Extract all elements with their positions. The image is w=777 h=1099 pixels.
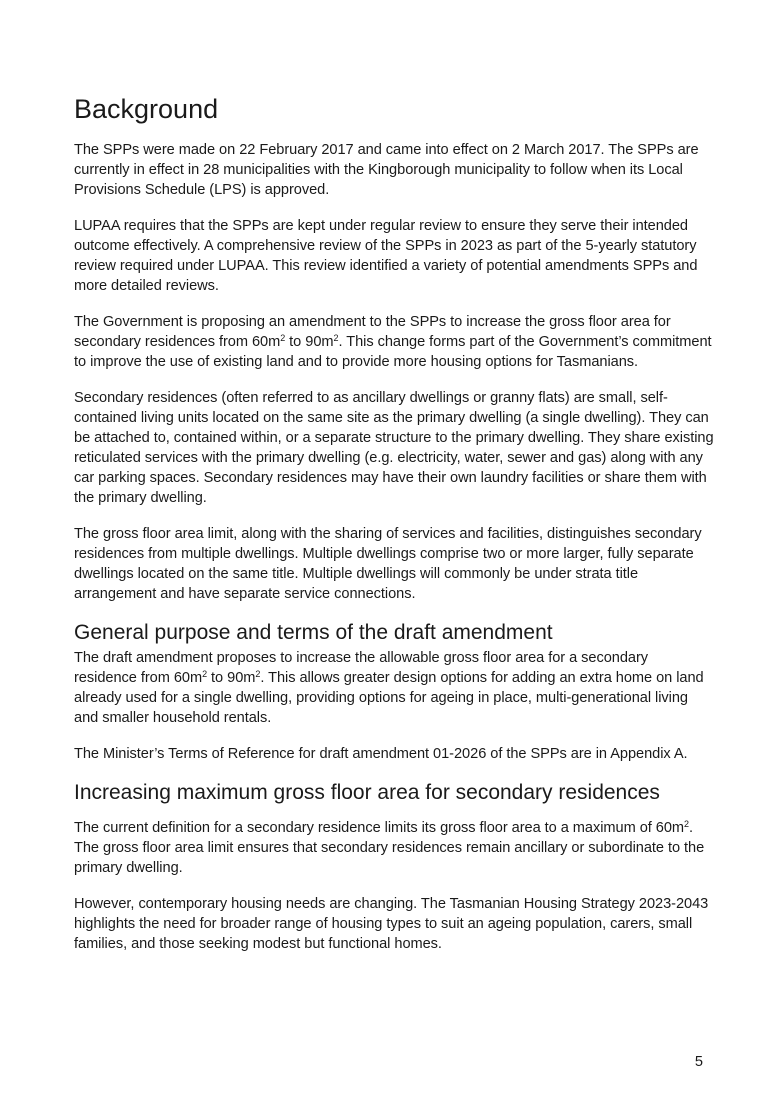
paragraph-gross-floor-area-limit: The gross floor area limit, along with the sharing of services and facilities, distinguishes secondary residences from multiple dwellings. Multiple dwellings comprise two or more larger, fully separate dwellings located on the same title. Multiple dwellings will commonly be under strata title arrangement and have separate service connections. bbox=[74, 526, 702, 602]
heading-increasing-gfa: Increasing maximum gross floor area for secondary residences bbox=[74, 781, 660, 804]
heading-background: Background bbox=[74, 94, 219, 124]
paragraph-terms-of-reference: The Minister’s Terms of Reference for draft amendment 01-2026 of the SPPs are in Appendix A. bbox=[74, 746, 688, 762]
document-page bbox=[74, 92, 714, 970]
paragraph-current-definition bbox=[74, 818, 714, 878]
text-segment: . This change forms part of the Government’s commitment to improve the use of existing land and to provide more housing options for Tasmanians. bbox=[74, 334, 712, 370]
page-number: 5 bbox=[694, 1054, 703, 1070]
superscript: 2 bbox=[255, 669, 261, 679]
heading-general-purpose: General purpose and terms of the draft amendment bbox=[74, 621, 553, 644]
superscript: 2 bbox=[202, 669, 208, 679]
paragraph-draft-amendment bbox=[74, 648, 714, 728]
text-segment: to 90m bbox=[285, 334, 334, 350]
paragraph-spps-made: The SPPs were made on 22 February 2017 and came into effect on 2 March 2017. The SPPs are currently in effect in 28 municipalities with the Kingborough municipality to follow when its Local Provisions Schedule (LPS) is approved. bbox=[74, 142, 699, 198]
paragraph-government-proposal bbox=[74, 312, 714, 372]
superscript: 2 bbox=[684, 819, 689, 829]
text-segment: The Government is proposing an amendment to the SPPs to increase the gross floor area for secondary residences from 60m bbox=[74, 314, 671, 350]
text-segment: . The gross floor area limit ensures that secondary residences remain ancillary or subordinate to the primary dwelling. bbox=[74, 820, 705, 876]
paragraph-housing-needs: However, contemporary housing needs are changing. The Tasmanian Housing Strategy 2023-2043 highlights the need for broader range of housing types to suit an ageing population, carers, small families, and those seeking modest but functional homes. bbox=[74, 896, 709, 952]
text-segment: The draft amendment proposes to increase the allowable gross floor area for a secondary residence from 60m bbox=[74, 650, 649, 686]
superscript: 2 bbox=[333, 333, 339, 343]
text-segment: The current definition for a secondary residence limits its gross floor area to a maximum of 60m bbox=[74, 820, 685, 836]
text-segment: . This allows greater design options for adding an extra home on land already used for a single dwelling, providing options for ageing in place, multi-generational living and smaller household rentals. bbox=[74, 670, 704, 726]
text-segment: to 90m bbox=[207, 670, 256, 686]
superscript: 2 bbox=[280, 333, 286, 343]
paragraph-secondary-residences: Secondary residences (often referred to as ancillary dwellings or granny flats) are small, self-contained living units located on the same site as the primary dwelling (a single dwelling). They can be attached to, contained within, or a separate structure to the primary dwelling. They share existing reticulated services with the primary dwelling (e.g. electricity, water, sewer and gas) along with any car parking spaces. Secondary residences may have their own laundry facilities or share them with the primary dwelling. bbox=[74, 390, 714, 506]
paragraph-lupaa-review: LUPAA requires that the SPPs are kept under regular review to ensure they serve their intended outcome effectively. A comprehensive review of the SPPs in 2023 as part of the 5-yearly statutory review required under LUPAA. This review identified a variety of potential amendments SPPs and more detailed reviews. bbox=[74, 218, 698, 294]
